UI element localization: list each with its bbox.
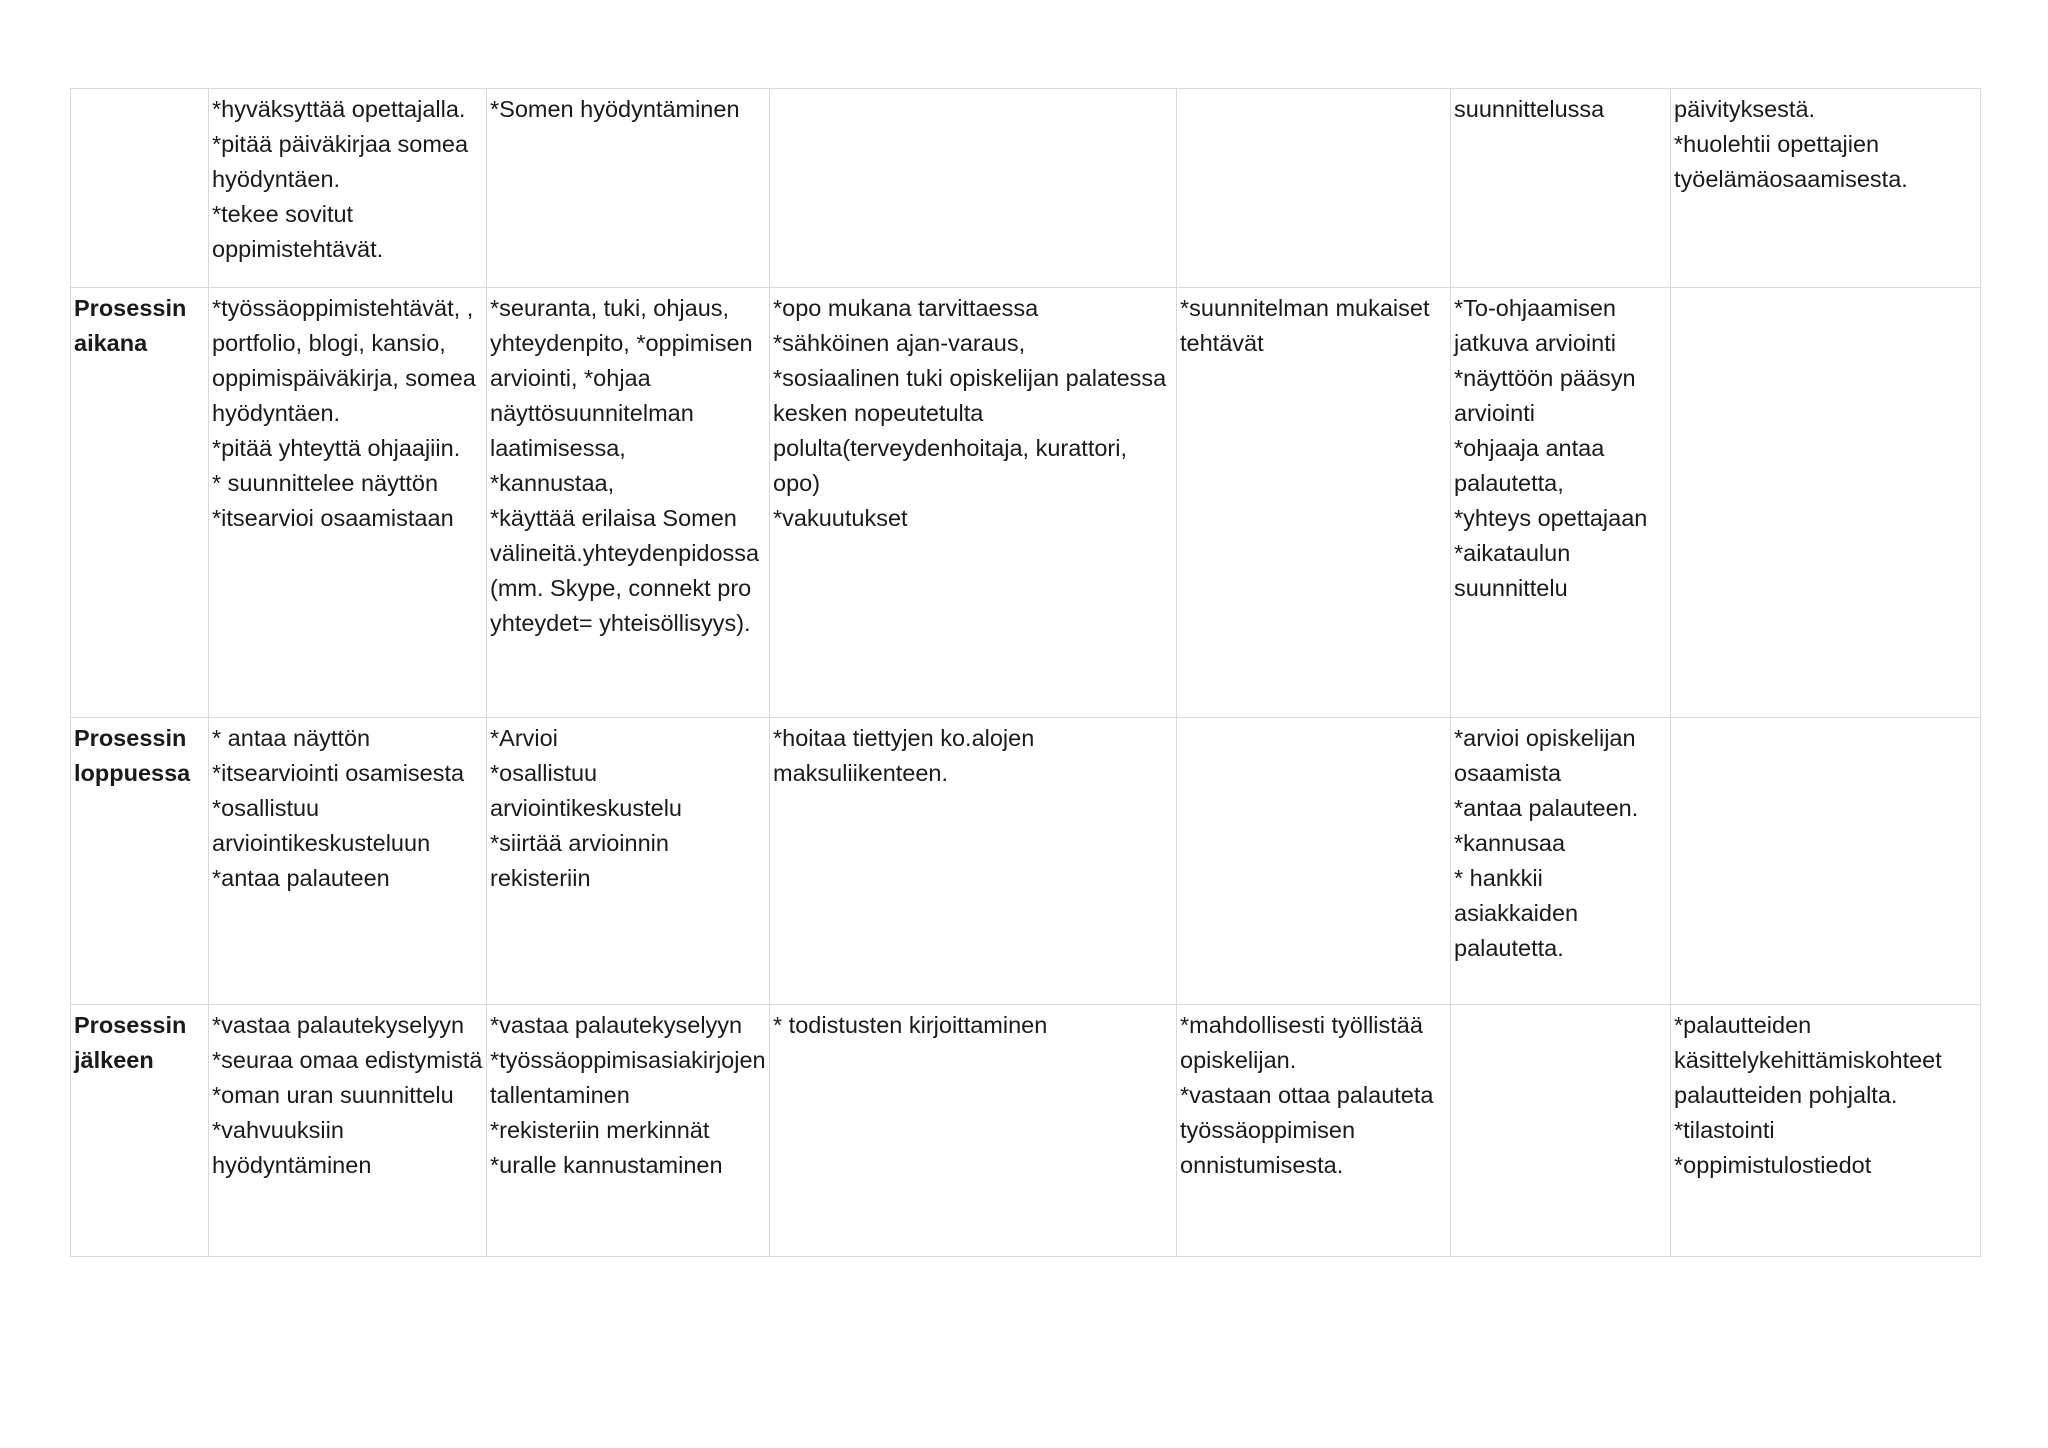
table-cell [1177, 89, 1451, 288]
table-cell: *seuranta, tuki, ohjaus, yhteydenpito, *oppimisen arviointi, *ohjaa näyttösuunnitelman laatimisessa, *kannustaa, *käyttää erilaisa Somen välineitä.yhteydenpidossa (mm. Skype, connekt pro yhteydet= yhteisöllisyys). [487, 288, 770, 718]
table-cell: suunnittelussa [1451, 89, 1671, 288]
table-cell: *opo mukana tarvittaessa *sähköinen ajan-varaus, *sosiaalinen tuki opiskelijan palatessa kesken nopeutetulta polulta(terveydenhoitaja, kurattori, opo) *vakuutukset [770, 288, 1177, 718]
table-cell [1451, 1005, 1671, 1257]
phase-cell: Prosessin jälkeen [71, 1005, 209, 1257]
table-row [71, 89, 1981, 288]
table-cell [1177, 718, 1451, 1005]
table-row [71, 288, 1981, 718]
table-row [71, 1005, 1981, 1257]
table-cell: *Arvioi *osallistuu arviointikeskustelu *siirtää arvioinnin rekisteriin [487, 718, 770, 1005]
phase-cell: Prosessin loppuessa [71, 718, 209, 1005]
table-cell: *Somen hyödyntäminen [487, 89, 770, 288]
table-cell: *To-ohjaamisen jatkuva arviointi *näyttöön pääsyn arviointi *ohjaaja antaa palautetta, *yhteys opettajaan *aikataulun suunnittelu [1451, 288, 1671, 718]
table-cell: *työssäoppimistehtävät, , portfolio, blogi, kansio, oppimispäiväkirja, somea hyödyntäen. *pitää yhteyttä ohjaajiin. * suunnittelee näyttön *itsearvioi osaamistaan [209, 288, 487, 718]
table-cell [1671, 288, 1981, 718]
table-cell: *vastaa palautekyselyyn *työssäoppimisasiakirjojen tallentaminen *rekisteriin merkinnät *uralle kannustaminen [487, 1005, 770, 1257]
table-cell: * todistusten kirjoittaminen [770, 1005, 1177, 1257]
phase-cell: Prosessin aikana [71, 288, 209, 718]
phase-cell [71, 89, 209, 288]
table-cell: *suunnitelman mukaiset tehtävät [1177, 288, 1451, 718]
table-cell: päivityksestä. *huolehtii opettajien työelämäosaamisesta. [1671, 89, 1981, 288]
table-cell: * antaa näyttön *itsearviointi osamisesta *osallistuu arviointikeskusteluun *antaa palauteen [209, 718, 487, 1005]
table-cell: *vastaa palautekyselyyn *seuraa omaa edistymistä *oman uran suunnittelu *vahvuuksiin hyödyntäminen [209, 1005, 487, 1257]
table-cell: *hyväksyttää opettajalla. *pitää päiväkirjaa somea hyödyntäen. *tekee sovitut oppimistehtävät. [209, 89, 487, 288]
table-cell: *hoitaa tiettyjen ko.alojen maksuliikenteen. [770, 718, 1177, 1005]
table-cell: *arvioi opiskelijan osaamista *antaa palauteen. *kannusaa * hankkii asiakkaiden palautetta. [1451, 718, 1671, 1005]
process-table [70, 88, 1981, 1257]
table-cell: *mahdollisesti työllistää opiskelijan. *vastaan ottaa palauteta työssäoppimisen onnistumisesta. [1177, 1005, 1451, 1257]
table-row [71, 718, 1981, 1005]
table-cell [770, 89, 1177, 288]
table-cell: *palautteiden käsittelykehittämiskohteet palautteiden pohjalta. *tilastointi *oppimistulostiedot [1671, 1005, 1981, 1257]
table-cell [1671, 718, 1981, 1005]
